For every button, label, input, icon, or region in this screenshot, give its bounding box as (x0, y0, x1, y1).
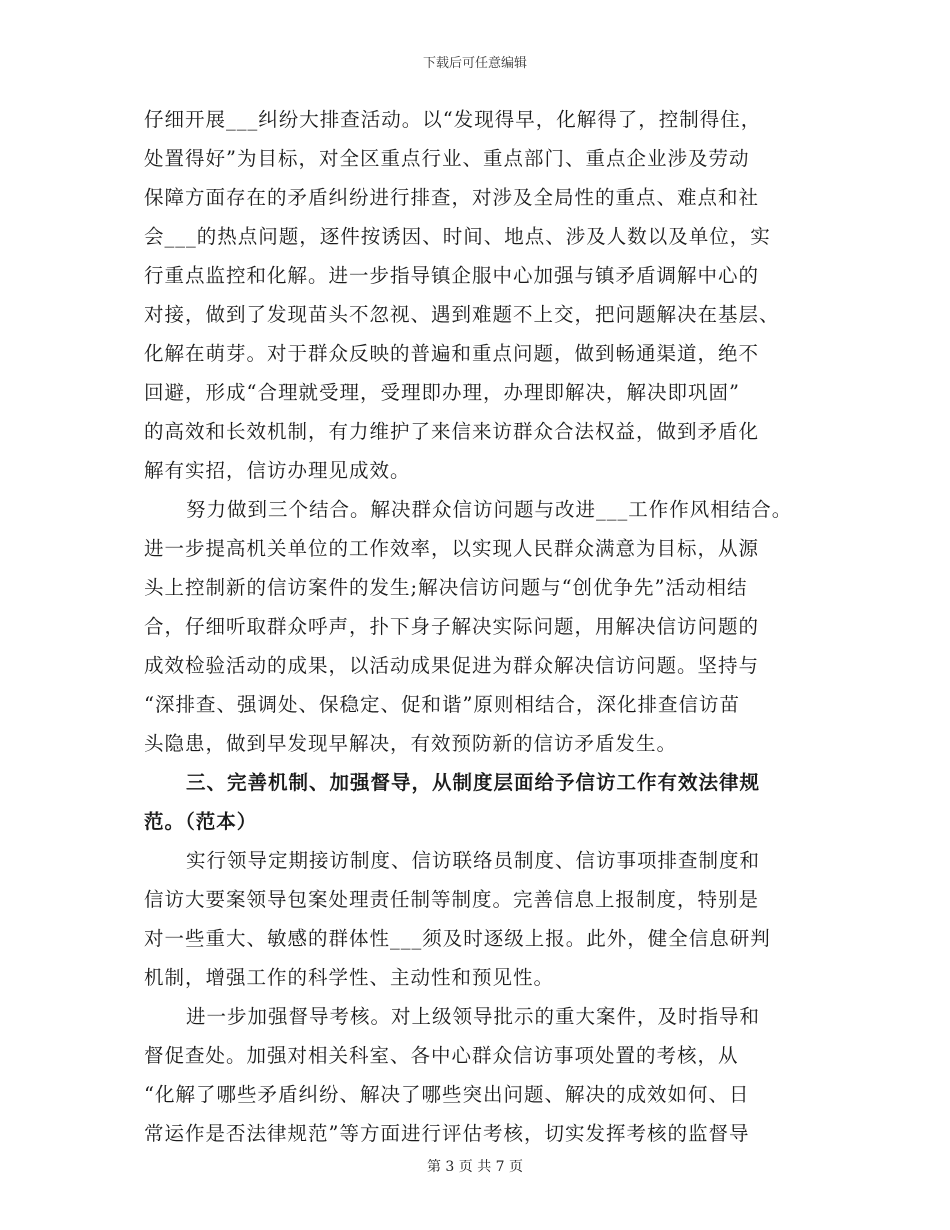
text-line: 信访大要案领导包案处理责任制等制度。完善信息上报制度，特别是 (144, 888, 760, 911)
text-line: 行重点监控和化解。进一步指导镇企服中心加强与镇矛盾调解中心的 (144, 264, 760, 287)
text-line: 常运作是否法律规范”等方面进行评估考核，切实发挥考核的监督导 (144, 1122, 750, 1145)
text-line: 努力做到三个结合。解决群众信访问题与改进___工作作风相结合。 (186, 498, 793, 521)
text-line: 对接，做到了发现苗头不忽视、遇到难题不上交，把问题解决在基层、 (144, 303, 780, 326)
section-heading: 三、完善机制、加强督导，从制度层面给予信访工作有效法律规 (186, 771, 761, 794)
text-line: 进一步加强督导考核。对上级领导批示的重大案件，及时指导和 (186, 1005, 761, 1028)
page-number: 第 3 页 共 7 页 (426, 1159, 524, 1175)
text-line: 头上控制新的信访案件的发生;解决信访问题与“创优争先”活动相结 (144, 576, 748, 599)
text-line: 机制，增强工作的科学性、主动性和预见性。 (144, 966, 555, 989)
text-line: 回避，形成“合理就受理，受理即办理，办理即解决，解决即巩固” (144, 381, 740, 404)
text-line: 进一步提高机关单位的工作效率，以实现人民群众满意为目标，从源 (144, 537, 760, 560)
text-line: 督促查处。加强对相关科室、各中心群众信访事项处置的考核，从 (144, 1044, 739, 1067)
text-line: 成效检验活动的成果，以活动成果促进为群众解决信访问题。坚持与 (144, 654, 760, 677)
header-note: 下载后可任意编辑 (422, 56, 527, 71)
text-line: 保障方面存在的矛盾纠纷进行排查，对涉及全局性的重点、难点和社 (144, 186, 760, 209)
text-line: 实行领导定期接访制度、信访联络员制度、信访事项排查制度和 (186, 849, 761, 872)
text-line: 头隐患，做到早发现早解决，有效预防新的信访矛盾发生。 (144, 732, 678, 755)
text-line: “化解了哪些矛盾纠纷、解决了哪些突出问题、解决的成效如何、日 (144, 1083, 750, 1106)
text-line: 解有实招，信访办理见成效。 (144, 459, 411, 482)
text-line: 合，仔细听取群众呼声，扑下身子解决实际问题，用解决信访问题的 (144, 615, 760, 638)
text-line: 处置得好”为目标，对全区重点行业、重点部门、重点企业涉及劳动 (144, 147, 750, 170)
section-heading-cont: 范。（范本） (144, 810, 258, 833)
text-line: 会___的热点问题，逐件按诱因、时间、地点、涉及人数以及单位，实 (144, 225, 771, 248)
text-line: 对一些重大、敏感的群体性___须及时逐级上报。此外，健全信息研判 (144, 927, 771, 950)
text-line: 的高效和长效机制，有力维护了来信来访群众合法权益，做到矛盾化 (144, 420, 760, 443)
text-line: “深排查、强调处、保稳定、促和谐”原则相结合，深化排查信访苗 (144, 693, 740, 716)
text-line: 化解在萌芽。对于群众反映的普遍和重点问题，做到畅通渠道，绝不 (144, 342, 760, 365)
text-line: 仔细开展___纠纷大排查活动。以“发现得早，化解得了，控制得住， (144, 108, 762, 131)
